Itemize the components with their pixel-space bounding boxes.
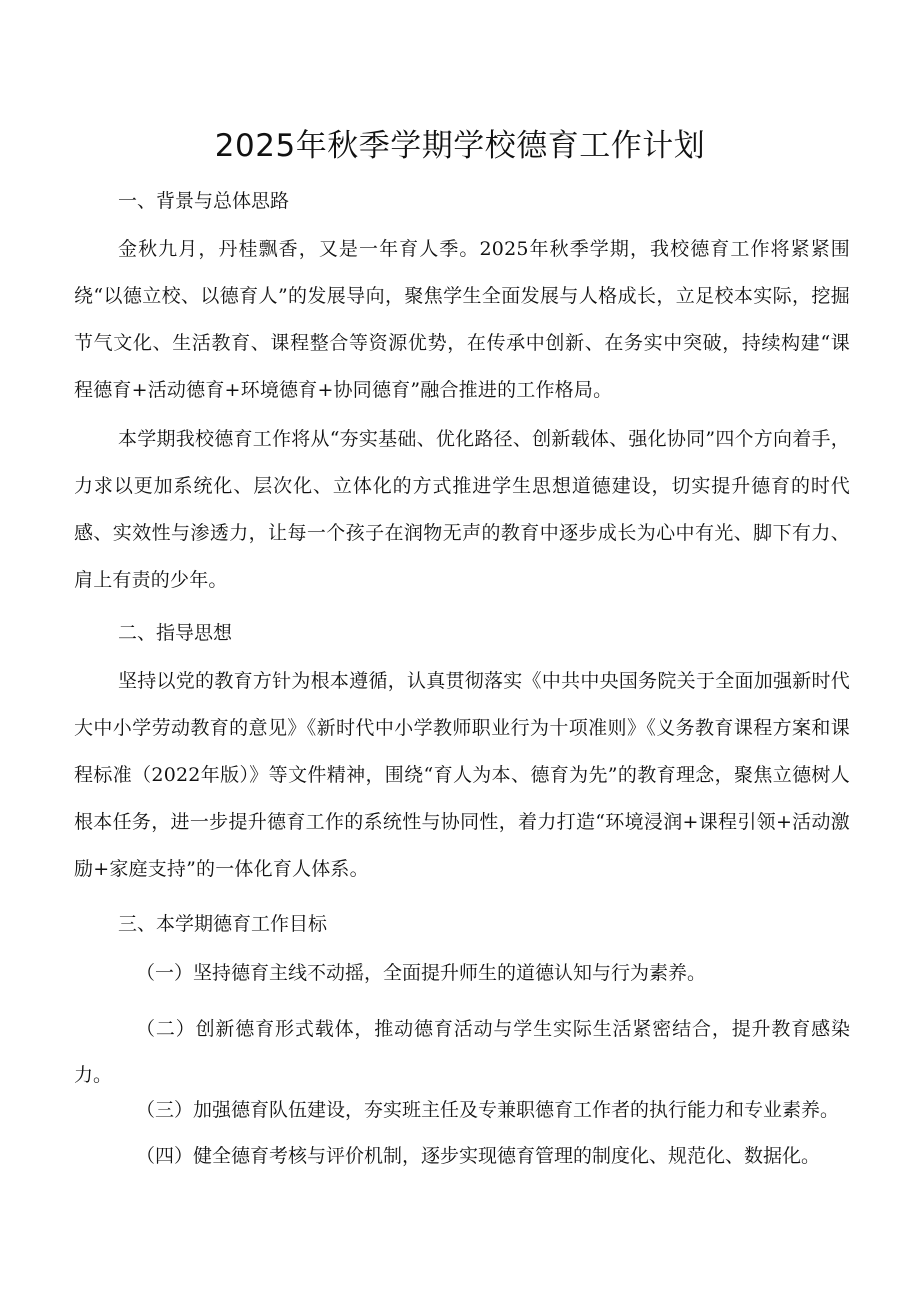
section-heading-goals: 三、本学期德育工作目标	[118, 913, 328, 935]
goal-item-2: （二）创新德育形式载体，推动德育活动与学生实际生活紧密结合，提升教育感染力。	[74, 1018, 850, 1086]
document-title: 2025年秋季学期学校德育工作计划	[214, 128, 706, 164]
paragraph-background-2: 本学期我校德育工作将从“夯实基础、优化路径、创新载体、强化协同”四个方向着手，力求以更加系统化、层次化、立体化的方式推进学生思想道德建设，切实提升德育的时代感、实效性与渗透力，让每一个孩子在润物无声的教育中逐步成长为心中有光、脚下有力、肩上有责的少年。	[74, 428, 850, 591]
goal-item-1: （一）坚持德育主线不动摇，全面提升师生的道德认知与行为素养。	[136, 962, 707, 984]
goal-item-3: （三）加强德育队伍建设，夯实班主任及专兼职德育工作者的执行能力和专业素养。	[136, 1099, 840, 1121]
paragraph-guiding-ideology: 坚持以党的教育方针为根本遵循，认真贯彻落实《中共中央国务院关于全面加强新时代大中小学劳动教育的意见》《新时代中小学教师职业行为十项准则》《义务教育课程方案和课程标准（2022年版）》等文件精神，围绕“育人为本、德育为先”的教育理念，聚焦立德树人根本任务，进一步提升德育工作的系统性与协同性，着力打造“环境浸润+课程引领+活动激励+家庭支持”的一体化育人体系。	[74, 670, 850, 880]
section-heading-background: 一、背景与总体思路	[118, 190, 290, 212]
goal-item-4: （四）健全德育考核与评价机制，逐步实现德育管理的制度化、规范化、数据化。	[136, 1145, 821, 1167]
paragraph-background-1: 金秋九月，丹桂飘香，又是一年育人季。2025年秋季学期，我校德育工作将紧紧围绕“以德立校、以德育人”的发展导向，聚焦学生全面发展与人格成长，立足校本实际，挖掘节气文化、生活教育、课程整合等资源优势，在传承中创新、在务实中突破，持续构建“课程德育+活动德育+环境德育+协同德育”融合推进的工作格局。	[74, 238, 850, 401]
section-heading-guiding-ideology: 二、指导思想	[118, 622, 233, 644]
